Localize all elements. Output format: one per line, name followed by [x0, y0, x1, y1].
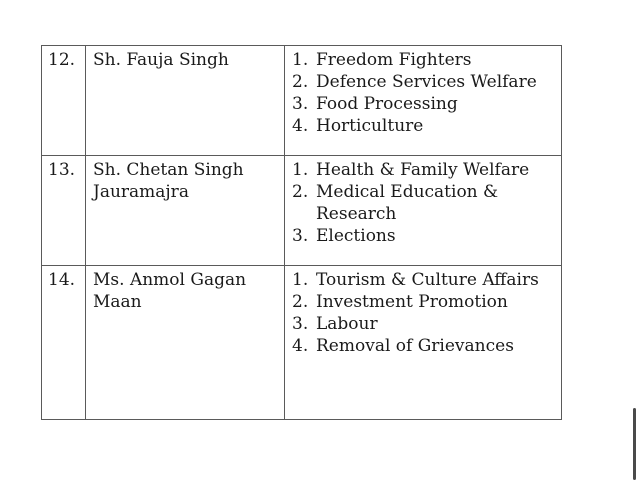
list-item [292, 269, 557, 291]
serial-number: 14. [42, 266, 86, 420]
list-item-number: 3. [292, 94, 309, 114]
list-item-text: Medical Education & Research [316, 182, 499, 224]
serial-number: 12. [42, 46, 86, 156]
list-item-number: 2. [292, 292, 309, 312]
list-item-text: Investment Promotion [316, 292, 508, 312]
list-item-text: Health & Family Welfare [316, 160, 530, 180]
list-item-text: Tourism & Culture Affairs [316, 270, 539, 290]
list-item [292, 93, 557, 115]
table-row [42, 46, 562, 156]
serial-number: 13. [42, 156, 86, 266]
minister-name: Ms. Anmol Gagan Maan [86, 266, 285, 420]
list-item-number: 4. [292, 116, 309, 136]
scrollbar-thumb[interactable] [633, 408, 636, 480]
list-item-text: Removal of Grievances [316, 336, 514, 356]
table-row [42, 266, 562, 420]
portfolio-list [292, 159, 557, 247]
minister-name: Sh. Chetan Singh Jauramajra [86, 156, 285, 266]
list-item [292, 313, 557, 335]
minister-name: Sh. Fauja Singh [86, 46, 285, 156]
list-item-number: 4. [292, 336, 309, 356]
portfolio-cell [285, 46, 562, 156]
list-item [292, 225, 557, 247]
list-item-text: Elections [316, 226, 396, 246]
list-item-number: 1. [292, 160, 309, 180]
list-item-text: Labour [316, 314, 378, 334]
list-item-number: 1. [292, 50, 309, 70]
portfolio-cell [285, 156, 562, 266]
list-item-text: Horticulture [316, 116, 424, 136]
list-item [292, 181, 557, 225]
list-item-number: 3. [292, 314, 309, 334]
list-item-text: Defence Services Welfare [316, 72, 537, 92]
portfolio-list [292, 269, 557, 357]
list-item [292, 335, 557, 357]
list-item [292, 291, 557, 313]
list-item [292, 71, 557, 93]
ministers-portfolio-table [41, 45, 562, 420]
list-item-number: 2. [292, 182, 309, 202]
list-item-text: Freedom Fighters [316, 50, 472, 70]
portfolio-list [292, 49, 557, 137]
portfolio-cell [285, 266, 562, 420]
list-item [292, 159, 557, 181]
list-item-number: 1. [292, 270, 309, 290]
list-item [292, 115, 557, 137]
table-row [42, 156, 562, 266]
list-item [292, 49, 557, 71]
list-item-number: 2. [292, 72, 309, 92]
list-item-number: 3. [292, 226, 309, 246]
list-item-text: Food Processing [316, 94, 458, 114]
